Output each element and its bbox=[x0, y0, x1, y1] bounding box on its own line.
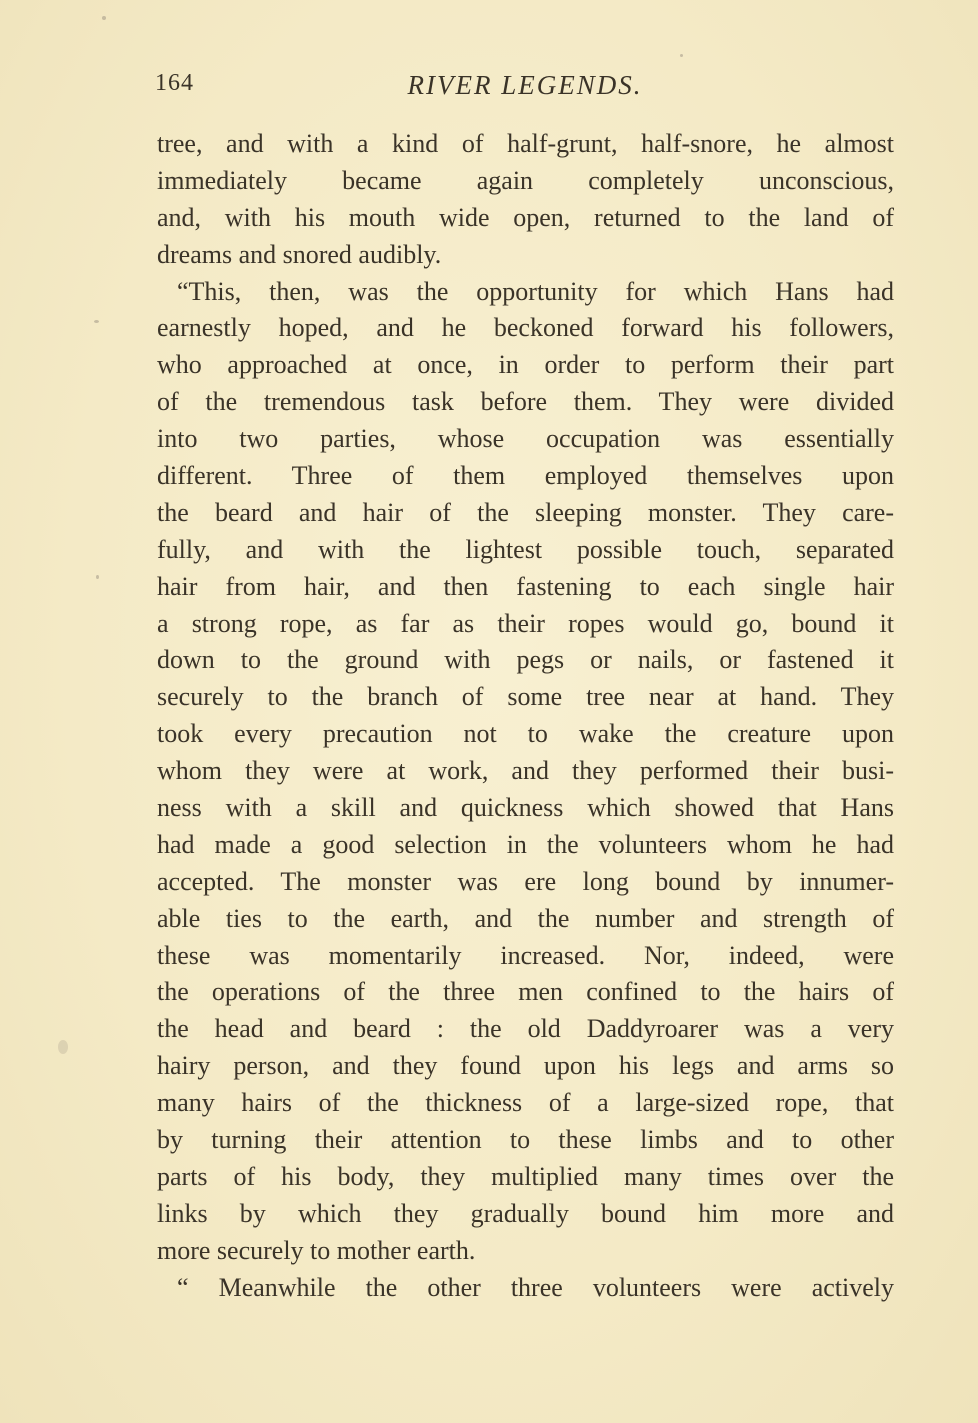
text-line: the head and beard : the old Daddyroarer was a very bbox=[157, 1014, 894, 1044]
paper-speck bbox=[102, 16, 106, 20]
text-line: the operations of the three men confined to the hairs of bbox=[157, 977, 894, 1007]
text-line: had made a good selection in the volunteers whom he had bbox=[157, 829, 894, 859]
text-line: hairy person, and they found upon his legs and arms so bbox=[157, 1051, 894, 1081]
text-line: earnestly hoped, and he beckoned forward his followers, bbox=[157, 313, 894, 343]
text-line: different. Three of them employed themselves upon bbox=[157, 461, 894, 491]
page-number: 164 bbox=[155, 70, 194, 96]
body-text bbox=[157, 126, 894, 1307]
text-line: fully, and with the lightest possible touch, separated bbox=[157, 534, 894, 564]
text-line: tree, and with a kind of half-grunt, half-snore, he almost bbox=[157, 129, 894, 158]
text-line: dreams and snored audibly. bbox=[157, 239, 442, 269]
text-line: hair from hair, and then fastening to each single hair bbox=[157, 571, 894, 601]
text-line: down to the ground with pegs or nails, or fastened it bbox=[157, 645, 894, 675]
text-line: by turning their attention to these limbs and to other bbox=[157, 1125, 894, 1155]
running-title: RIVER LEGENDS. bbox=[407, 70, 643, 100]
text-line: of the tremendous task before them. They were divided bbox=[157, 387, 894, 417]
paper-speck bbox=[94, 320, 99, 323]
text-line: whom they were at work, and they performed their busi- bbox=[157, 756, 894, 786]
text-line: into two parties, whose occupation was essentially bbox=[157, 424, 894, 454]
paper-speck bbox=[58, 1040, 68, 1054]
text-line: many hairs of the thickness of a large-sized rope, that bbox=[157, 1088, 894, 1118]
text-line: more securely to mother earth. bbox=[157, 1235, 476, 1265]
text-line: links by which they gradually bound him more and bbox=[157, 1198, 894, 1228]
text-line: accepted. The monster was ere long bound by innumer- bbox=[157, 866, 894, 896]
text-line: these was momentarily increased. Nor, indeed, were bbox=[157, 940, 894, 970]
text-line: the beard and hair of the sleeping monster. They care- bbox=[157, 497, 894, 527]
text-line: ness with a skill and quickness which showed that Hans bbox=[157, 793, 894, 823]
text-line: able ties to the earth, and the number and strength of bbox=[157, 903, 894, 933]
text-line: a strong rope, as far as their ropes would go, bound it bbox=[157, 608, 894, 638]
text-line: and, with his mouth wide open, returned to the land of bbox=[157, 202, 894, 232]
paper-speck bbox=[96, 575, 99, 579]
text-line: took every precaution not to wake the creature upon bbox=[157, 719, 894, 749]
paper-speck bbox=[680, 54, 683, 57]
text-line: securely to the branch of some tree near at hand. They bbox=[157, 682, 894, 712]
text-line: who approached at once, in order to perform their part bbox=[157, 350, 894, 380]
page-header bbox=[155, 70, 895, 110]
text-line: “ Meanwhile the other three volunteers were actively bbox=[177, 1272, 894, 1302]
text-line: parts of his body, they multiplied many times over the bbox=[157, 1161, 894, 1191]
text-line: “This, then, was the opportunity for which Hans had bbox=[177, 276, 894, 306]
text-line: immediately became again completely unconscious, bbox=[157, 165, 894, 195]
